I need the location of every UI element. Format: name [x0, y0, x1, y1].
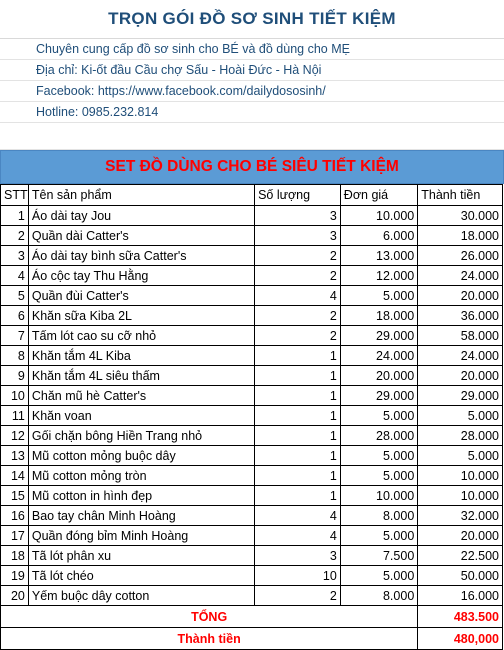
cell-unit-price[interactable]: 5.000: [340, 406, 417, 426]
header-row: [1, 185, 503, 206]
info-facebook[interactable]: Facebook: https://www.facebook.com/dailydososinh/: [0, 81, 504, 102]
cell-product-name[interactable]: Khăn voan: [28, 406, 254, 426]
info-hotline[interactable]: Hotline: 0985.232.814: [0, 102, 504, 123]
cell-product-name[interactable]: Áo dài tay bình sữa Catter's: [28, 246, 254, 266]
final-amount-label[interactable]: Thành tiền: [1, 628, 418, 650]
cell-product-name[interactable]: Khăn tắm 4L siêu thấm: [28, 366, 254, 386]
cell-product-name[interactable]: Quần đùi Catter's: [28, 286, 254, 306]
cell-stt[interactable]: 20: [1, 586, 29, 606]
table-row: [1, 366, 503, 386]
cell-stt[interactable]: 7: [1, 326, 29, 346]
table-row: [1, 566, 503, 586]
cell-stt[interactable]: 4: [1, 266, 29, 286]
cell-quantity[interactable]: 4: [255, 286, 341, 306]
cell-unit-price[interactable]: 5.000: [340, 286, 417, 306]
final-amount-row: [1, 628, 503, 650]
table-row: [1, 326, 503, 346]
cell-amount[interactable]: 18.000: [418, 226, 503, 246]
cell-product-name[interactable]: Tã lót phân xu: [28, 546, 254, 566]
cell-product-name[interactable]: Quần dài Catter's: [28, 226, 254, 246]
header-unit-price[interactable]: Đơn giá: [340, 185, 417, 206]
cell-unit-price[interactable]: 20.000: [340, 366, 417, 386]
cell-quantity[interactable]: 4: [255, 526, 341, 546]
cell-unit-price[interactable]: 8.000: [340, 586, 417, 606]
cell-stt[interactable]: 15: [1, 486, 29, 506]
table-row: [1, 526, 503, 546]
cell-stt[interactable]: 17: [1, 526, 29, 546]
cell-stt[interactable]: 11: [1, 406, 29, 426]
cell-quantity[interactable]: 4: [255, 506, 341, 526]
cell-amount[interactable]: 29.000: [418, 386, 503, 406]
cell-quantity[interactable]: 2: [255, 306, 341, 326]
cell-unit-price[interactable]: 5.000: [340, 446, 417, 466]
cell-product-name[interactable]: Yếm buộc dây cotton: [28, 586, 254, 606]
header-stt[interactable]: STT: [1, 185, 29, 206]
table-row: [1, 286, 503, 306]
cell-quantity[interactable]: 1: [255, 366, 341, 386]
cell-product-name[interactable]: Tã lót chéo: [28, 566, 254, 586]
cell-stt[interactable]: 6: [1, 306, 29, 326]
cell-amount[interactable]: 24.000: [418, 266, 503, 286]
product-table: [0, 184, 503, 650]
cell-stt[interactable]: 10: [1, 386, 29, 406]
cell-stt[interactable]: 13: [1, 446, 29, 466]
cell-product-name[interactable]: Áo cộc tay Thu Hằng: [28, 266, 254, 286]
cell-unit-price[interactable]: 8.000: [340, 506, 417, 526]
cell-product-name[interactable]: Quần đóng bỉm Minh Hoàng: [28, 526, 254, 546]
cell-quantity[interactable]: 3: [255, 206, 341, 226]
header-quantity[interactable]: Số lượng: [255, 185, 341, 206]
cell-product-name[interactable]: Mũ cotton in hình đẹp: [28, 486, 254, 506]
cell-amount[interactable]: 20.000: [418, 366, 503, 386]
set-banner[interactable]: SET ĐỒ DÙNG CHO BÉ SIÊU TIẾT KIỆM: [0, 150, 504, 184]
cell-quantity[interactable]: 2: [255, 326, 341, 346]
cell-unit-price[interactable]: 18.000: [340, 306, 417, 326]
empty-row[interactable]: [0, 123, 504, 150]
cell-unit-price[interactable]: 10.000: [340, 486, 417, 506]
cell-amount[interactable]: 28.000: [418, 426, 503, 446]
cell-unit-price[interactable]: 6.000: [340, 226, 417, 246]
cell-amount[interactable]: 5.000: [418, 446, 503, 466]
header-product-name[interactable]: Tên sản phẩm: [28, 185, 254, 206]
cell-product-name[interactable]: Khăn sữa Kiba 2L: [28, 306, 254, 326]
cell-quantity[interactable]: 2: [255, 266, 341, 286]
cell-amount[interactable]: 16.000: [418, 586, 503, 606]
cell-amount[interactable]: 30.000: [418, 206, 503, 226]
cell-unit-price[interactable]: 29.000: [340, 386, 417, 406]
total-label[interactable]: TỔNG: [1, 606, 418, 628]
table-row: [1, 426, 503, 446]
total-row: [1, 606, 503, 628]
cell-amount[interactable]: 10.000: [418, 466, 503, 486]
cell-product-name[interactable]: Mũ cotton mỏng buộc dây: [28, 446, 254, 466]
table-row: [1, 486, 503, 506]
total-value[interactable]: 483.500: [418, 606, 503, 628]
cell-amount[interactable]: 22.500: [418, 546, 503, 566]
table-row: [1, 226, 503, 246]
cell-stt[interactable]: 14: [1, 466, 29, 486]
sheet-title[interactable]: TRỌN GÓI ĐỒ SƠ SINH TIẾT KIỆM: [0, 0, 504, 39]
cell-stt[interactable]: 1: [1, 206, 29, 226]
cell-quantity[interactable]: 1: [255, 346, 341, 366]
cell-product-name[interactable]: Áo dài tay Jou: [28, 206, 254, 226]
cell-product-name[interactable]: Mũ cotton mỏng tròn: [28, 466, 254, 486]
cell-stt[interactable]: 2: [1, 226, 29, 246]
cell-quantity[interactable]: 3: [255, 226, 341, 246]
cell-unit-price[interactable]: 5.000: [340, 566, 417, 586]
cell-unit-price[interactable]: 7.500: [340, 546, 417, 566]
cell-amount[interactable]: 5.000: [418, 406, 503, 426]
cell-amount[interactable]: 26.000: [418, 246, 503, 266]
cell-amount[interactable]: 58.000: [418, 326, 503, 346]
cell-quantity[interactable]: 1: [255, 466, 341, 486]
cell-unit-price[interactable]: 13.000: [340, 246, 417, 266]
cell-amount[interactable]: 10.000: [418, 486, 503, 506]
cell-quantity[interactable]: 10: [255, 566, 341, 586]
table-row: [1, 506, 503, 526]
cell-unit-price[interactable]: 5.000: [340, 526, 417, 546]
table-row: [1, 246, 503, 266]
table-row: [1, 206, 503, 226]
cell-amount[interactable]: 32.000: [418, 506, 503, 526]
info-tagline[interactable]: Chuyên cung cấp đồ sơ sinh cho BÉ và đồ dùng cho MẸ: [0, 39, 504, 60]
cell-unit-price[interactable]: 28.000: [340, 426, 417, 446]
cell-product-name[interactable]: Tấm lót cao su cỡ nhỏ: [28, 326, 254, 346]
cell-quantity[interactable]: 1: [255, 486, 341, 506]
cell-quantity[interactable]: 2: [255, 246, 341, 266]
cell-stt[interactable]: 12: [1, 426, 29, 446]
cell-stt[interactable]: 8: [1, 346, 29, 366]
cell-unit-price[interactable]: 12.000: [340, 266, 417, 286]
cell-amount[interactable]: 36.000: [418, 306, 503, 326]
table-row: [1, 586, 503, 606]
cell-quantity[interactable]: 3: [255, 546, 341, 566]
cell-product-name[interactable]: Khăn tắm 4L Kiba: [28, 346, 254, 366]
table-row: [1, 266, 503, 286]
cell-quantity[interactable]: 1: [255, 426, 341, 446]
table-row: [1, 446, 503, 466]
final-amount-value[interactable]: 480,000: [418, 628, 503, 650]
cell-unit-price[interactable]: 24.000: [340, 346, 417, 366]
header-amount[interactable]: Thành tiền: [418, 185, 503, 206]
cell-quantity[interactable]: 2: [255, 586, 341, 606]
cell-amount[interactable]: 20.000: [418, 286, 503, 306]
cell-product-name[interactable]: Chăn mũ hè Catter's: [28, 386, 254, 406]
cell-quantity[interactable]: 1: [255, 386, 341, 406]
table-row: [1, 466, 503, 486]
cell-unit-price[interactable]: 29.000: [340, 326, 417, 346]
table-row: [1, 546, 503, 566]
cell-amount[interactable]: 20.000: [418, 526, 503, 546]
cell-amount[interactable]: 50.000: [418, 566, 503, 586]
cell-stt[interactable]: 19: [1, 566, 29, 586]
cell-product-name[interactable]: Bao tay chân Minh Hoàng: [28, 506, 254, 526]
table-row: [1, 346, 503, 366]
cell-stt[interactable]: 18: [1, 546, 29, 566]
cell-quantity[interactable]: 1: [255, 446, 341, 466]
cell-unit-price[interactable]: 10.000: [340, 206, 417, 226]
cell-stt[interactable]: 5: [1, 286, 29, 306]
table-row: [1, 306, 503, 326]
table-row: [1, 386, 503, 406]
cell-quantity[interactable]: 1: [255, 406, 341, 426]
cell-stt[interactable]: 3: [1, 246, 29, 266]
cell-stt[interactable]: 9: [1, 366, 29, 386]
cell-unit-price[interactable]: 5.000: [340, 466, 417, 486]
cell-stt[interactable]: 16: [1, 506, 29, 526]
cell-product-name[interactable]: Gối chặn bông Hiền Trang nhỏ: [28, 426, 254, 446]
table-row: [1, 406, 503, 426]
info-address[interactable]: Địa chỉ: Ki-ốt đầu Cầu chợ Sấu - Hoài Đức - Hà Nội: [0, 60, 504, 81]
cell-amount[interactable]: 24.000: [418, 346, 503, 366]
